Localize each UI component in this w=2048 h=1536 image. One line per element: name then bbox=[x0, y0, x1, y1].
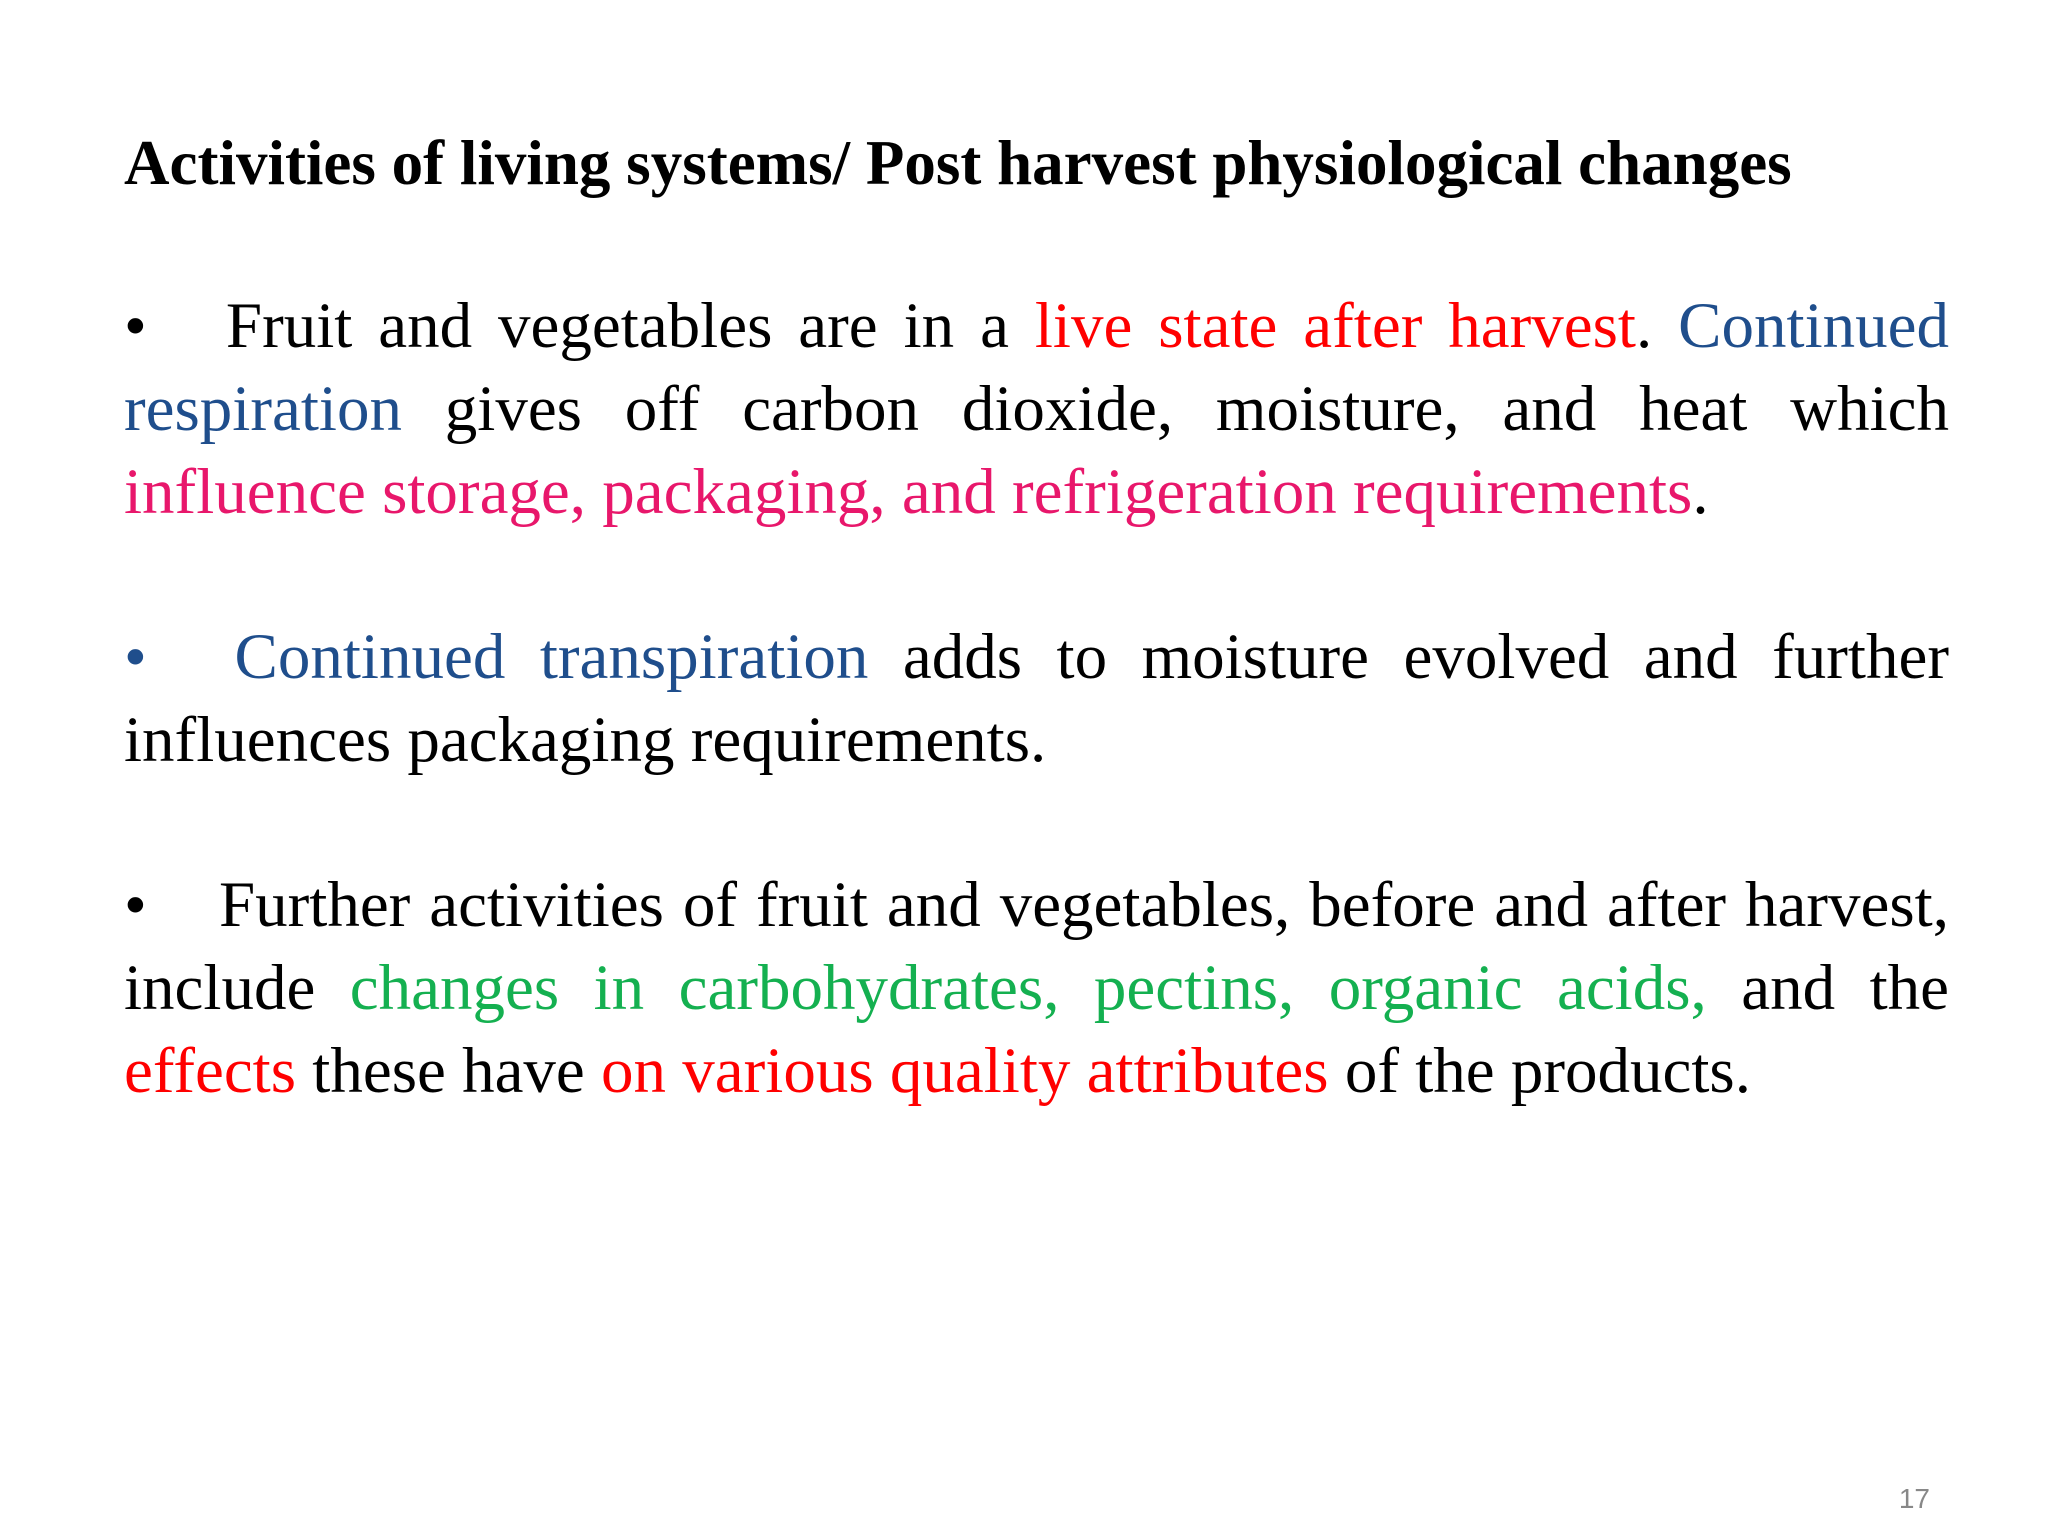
bullet-marker: • bbox=[124, 290, 147, 362]
bullet-item-further-activities bbox=[124, 864, 1949, 1113]
bullet-text: . bbox=[1692, 456, 1709, 528]
bullet-text: adds to moisture evolved and further influences packaging requirements. bbox=[124, 621, 1949, 776]
bullet-text: Further activities of fruit and vegetables, before and after harvest, include bbox=[124, 869, 1949, 1024]
bullet-list bbox=[124, 285, 1949, 1195]
slide-title: Activities of living systems/ Post harvest physiological changes bbox=[124, 128, 1792, 198]
bullet-text: these have bbox=[296, 1035, 602, 1107]
bullet-text: . bbox=[1635, 290, 1679, 362]
bullet-text: of the products. bbox=[1328, 1035, 1751, 1107]
highlight-continued-respiration: Continued respiration bbox=[124, 290, 1949, 445]
bullet-text: and the bbox=[1706, 952, 1949, 1024]
highlight-requirements: influence storage, packaging, and refrigeration requirements bbox=[124, 456, 1693, 528]
bullet-marker: • bbox=[124, 621, 147, 693]
bullet-item-respiration bbox=[124, 285, 1949, 534]
bullet-text: Fruit and vegetables are in a bbox=[200, 290, 1035, 362]
bullet-item-transpiration bbox=[124, 616, 1949, 782]
highlight-quality-attributes: on various quality attributes bbox=[601, 1035, 1329, 1107]
bullet-marker: • bbox=[124, 869, 147, 941]
highlight-continued-transpiration: Continued transpiration bbox=[200, 621, 869, 693]
page-number: 17 bbox=[1898, 1483, 1930, 1514]
highlight-effects: effects bbox=[124, 1035, 297, 1107]
bullet-text: gives off carbon dioxide, moisture, and heat which bbox=[401, 373, 1949, 445]
highlight-live-state: live state after harvest bbox=[1034, 290, 1636, 362]
highlight-biochemical-changes: changes in carbohydrates, pectins, organic acids, bbox=[349, 952, 1707, 1024]
